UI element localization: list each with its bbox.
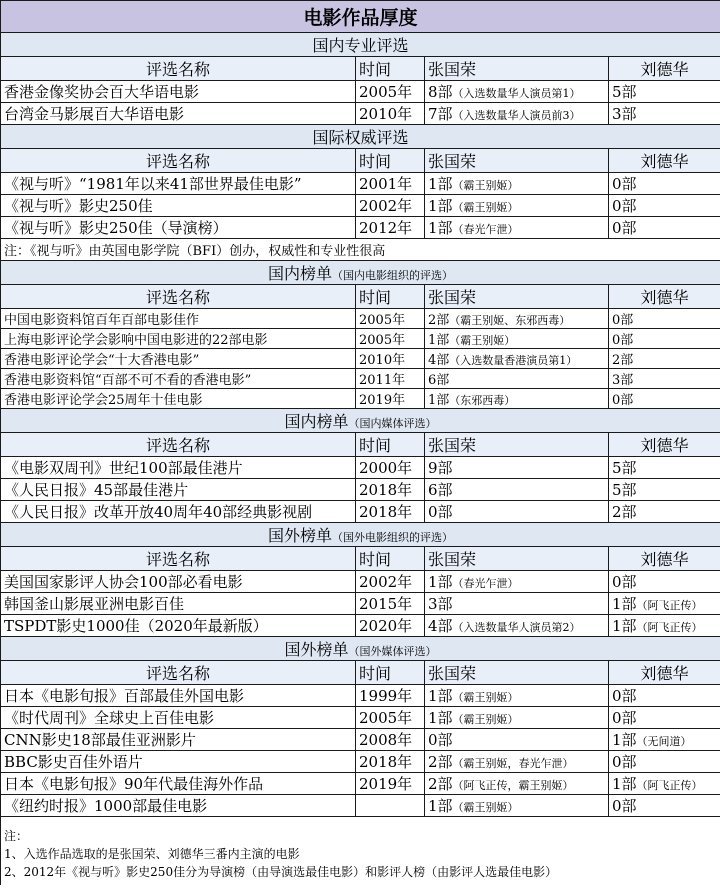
zhang-cell <box>425 329 609 349</box>
zhang-note: （霸王别姬） <box>452 201 519 214</box>
award-name: 香港金像奖协会百大华语电影 <box>1 81 356 103</box>
liu-cell <box>609 103 720 125</box>
section-heading <box>1 637 720 661</box>
zhang-note: （春光乍泄） <box>452 223 519 236</box>
zhang-cell <box>425 389 609 409</box>
zhang-count: 1部 <box>428 333 450 348</box>
award-name: BBC影史百佳外语片 <box>1 751 356 773</box>
liu-count: 0部 <box>612 797 637 815</box>
table-row <box>1 773 720 795</box>
table-row <box>1 195 720 217</box>
zhang-note: （霸王别姬） <box>452 179 519 192</box>
award-name: 日本《电影旬报》百部最佳外国电影 <box>1 685 356 707</box>
zhang-note: （霸王别姬） <box>452 801 519 814</box>
footnotes-row <box>1 817 720 885</box>
award-year: 2000年 <box>356 457 425 479</box>
zhang-count: 1部 <box>428 573 453 591</box>
zhang-cell <box>425 217 609 239</box>
section-heading <box>1 409 720 433</box>
zhang-count: 9部 <box>428 459 453 477</box>
liu-count: 0部 <box>612 573 637 591</box>
zhang-note: （霸王别姬） <box>449 334 516 347</box>
award-year: 2020年 <box>356 615 425 637</box>
zhang-cell <box>425 571 609 593</box>
zhang-cell <box>425 103 609 125</box>
section-title: 国外榜单 <box>284 640 349 659</box>
award-name: 香港电影资料馆“百部不可不看的香港电影” <box>1 369 356 389</box>
liu-cell <box>609 571 720 593</box>
column-header: 刘德华 <box>609 285 720 309</box>
column-header: 张国荣 <box>425 433 609 457</box>
section-title: 国际权威评选 <box>312 128 409 147</box>
column-header: 刘德华 <box>609 547 720 571</box>
award-year: 2008年 <box>356 729 425 751</box>
column-header: 刘德华 <box>609 433 720 457</box>
zhang-cell <box>425 729 609 751</box>
zhang-cell <box>425 751 609 773</box>
liu-cell <box>609 329 720 349</box>
column-header: 时间 <box>356 57 425 81</box>
liu-cell <box>609 217 720 239</box>
liu-cell <box>609 707 720 729</box>
award-year: 2015年 <box>356 593 425 615</box>
liu-cell <box>609 685 720 707</box>
zhang-note: （入选数量香港演员第1） <box>449 354 578 367</box>
table-row <box>1 615 720 637</box>
zhang-note: （入选数量华人演员第2） <box>452 621 581 634</box>
liu-cell <box>609 479 720 501</box>
award-year: 2010年 <box>356 103 425 125</box>
table-row <box>1 329 720 349</box>
award-name: 《电影双周刊》世纪100部最佳港片 <box>1 457 356 479</box>
liu-count: 2部 <box>612 503 637 521</box>
liu-cell <box>609 593 720 615</box>
column-header: 时间 <box>356 433 425 457</box>
award-year: 2005年 <box>356 707 425 729</box>
column-header: 评选名称 <box>1 661 356 685</box>
liu-count: 0部 <box>612 219 637 237</box>
zhang-count: 1部 <box>428 797 453 815</box>
award-year: 2018年 <box>356 479 425 501</box>
table-row <box>1 571 720 593</box>
award-year: 2010年 <box>356 349 425 369</box>
footnotes <box>1 817 720 885</box>
liu-count: 5部 <box>612 83 637 101</box>
section-title: 国外榜单 <box>268 526 333 545</box>
liu-count: 0部 <box>612 393 634 408</box>
award-year: 2002年 <box>356 195 425 217</box>
column-header: 张国荣 <box>425 57 609 81</box>
table-row <box>1 173 720 195</box>
zhang-count: 2部 <box>428 753 453 771</box>
zhang-count: 8部 <box>428 83 453 101</box>
liu-count: 0部 <box>612 333 634 348</box>
zhang-note: （阿飞正传，霸王别姬） <box>452 779 574 792</box>
liu-cell <box>609 369 720 389</box>
liu-count: 5部 <box>612 459 637 477</box>
zhang-cell <box>425 501 609 523</box>
table-row <box>1 707 720 729</box>
column-header-row <box>1 149 720 173</box>
award-year: 2019年 <box>356 389 425 409</box>
zhang-count: 6部 <box>428 373 450 388</box>
zhang-cell <box>425 479 609 501</box>
footnote-line: 2、2012年《视与听》影史250佳分为导演榜（由导演选最佳电影）和影评人榜（由影评人选最佳电影） <box>4 864 558 879</box>
table-row <box>1 309 720 329</box>
table-row <box>1 349 720 369</box>
liu-cell <box>609 389 720 409</box>
award-name: 《视与听》影史250佳 <box>1 195 356 217</box>
award-name: 日本《电影旬报》90年代最佳海外作品 <box>1 773 356 795</box>
zhang-cell <box>425 615 609 637</box>
liu-count: 0部 <box>612 687 637 705</box>
zhang-cell <box>425 195 609 217</box>
award-name: 《人民日报》改革开放40周年40部经典影视剧 <box>1 501 356 523</box>
column-header: 时间 <box>356 149 425 173</box>
liu-note: （阿飞正传） <box>636 779 703 792</box>
liu-count: 3部 <box>612 105 637 123</box>
award-name: 《时代周刊》全球史上百佳电影 <box>1 707 356 729</box>
section-subtitle: （国内电影组织的评选） <box>332 269 454 282</box>
zhang-cell <box>425 773 609 795</box>
zhang-note: （春光乍泄） <box>452 577 519 590</box>
column-header: 刘德华 <box>609 661 720 685</box>
table-row <box>1 593 720 615</box>
liu-cell <box>609 795 720 817</box>
section-subtitle: （国内媒体评选） <box>348 417 437 430</box>
award-name: 中国电影资料馆百年百部电影佳作 <box>1 309 356 329</box>
column-header: 评选名称 <box>1 433 356 457</box>
award-name: 香港电影评论学会25周年十佳电影 <box>1 389 356 409</box>
liu-cell <box>609 309 720 329</box>
zhang-count: 1部 <box>428 219 453 237</box>
section-note: 注：《视与听》由英国电影学院（BFI）创办，权威性和专业性很高 <box>1 239 720 261</box>
column-header: 评选名称 <box>1 57 356 81</box>
award-name: 香港电影评论学会“十大香港电影” <box>1 349 356 369</box>
table-row <box>1 369 720 389</box>
liu-count: 5部 <box>612 481 637 499</box>
award-name: 《人民日报》45部最佳港片 <box>1 479 356 501</box>
column-header-row <box>1 57 720 81</box>
liu-count: 1部 <box>612 595 637 613</box>
column-header-row <box>1 661 720 685</box>
table-row <box>1 729 720 751</box>
zhang-cell <box>425 457 609 479</box>
award-year: 1999年 <box>356 685 425 707</box>
column-header: 时间 <box>356 661 425 685</box>
liu-cell <box>609 173 720 195</box>
zhang-count: 1部 <box>428 175 453 193</box>
zhang-cell <box>425 349 609 369</box>
section-title: 国内专业评选 <box>312 36 409 55</box>
award-name: TSPDT影史1000佳（2020年最新版） <box>1 615 356 637</box>
zhang-count: 0部 <box>428 503 453 521</box>
liu-count: 2部 <box>612 353 634 368</box>
section-title: 国内榜单 <box>268 264 333 283</box>
award-year: 2018年 <box>356 751 425 773</box>
zhang-note: （霸王别姬） <box>452 691 519 704</box>
award-year: 2005年 <box>356 81 425 103</box>
award-name: 上海电影评论学会影响中国电影进的22部电影 <box>1 329 356 349</box>
zhang-count: 2部 <box>428 775 453 793</box>
award-name: 台湾金马影展百大华语电影 <box>1 103 356 125</box>
section-heading <box>1 125 720 149</box>
section-heading <box>1 523 720 547</box>
zhang-cell <box>425 685 609 707</box>
table-row <box>1 103 720 125</box>
liu-cell <box>609 457 720 479</box>
award-year: 2005年 <box>356 309 425 329</box>
zhang-count: 0部 <box>428 731 453 749</box>
award-year: 2005年 <box>356 329 425 349</box>
column-header: 张国荣 <box>425 285 609 309</box>
zhang-count: 1部 <box>428 709 453 727</box>
zhang-note: （霸王别姬、东邪西毒） <box>449 314 571 327</box>
column-header: 时间 <box>356 547 425 571</box>
column-header: 刘德华 <box>609 149 720 173</box>
column-header: 评选名称 <box>1 547 356 571</box>
section-heading <box>1 33 720 57</box>
zhang-count: 1部 <box>428 197 453 215</box>
liu-count: 0部 <box>612 753 637 771</box>
zhang-note: （霸王别姬，春光乍泄） <box>452 757 574 770</box>
table-row <box>1 217 720 239</box>
section-note-row <box>1 239 720 261</box>
award-name: 美国国家影评人协会100部必看电影 <box>1 571 356 593</box>
zhang-cell <box>425 173 609 195</box>
zhang-note: （霸王别姬） <box>452 713 519 726</box>
zhang-cell <box>425 309 609 329</box>
zhang-cell <box>425 707 609 729</box>
section-subtitle: （国外电影组织的评选） <box>332 531 454 544</box>
zhang-note: （东邪西毒） <box>449 394 516 407</box>
section-title: 国内榜单 <box>284 412 349 431</box>
zhang-count: 1部 <box>428 687 453 705</box>
award-name: CNN影史18部最佳亚洲影片 <box>1 729 356 751</box>
column-header: 时间 <box>356 285 425 309</box>
section-heading <box>1 261 720 285</box>
liu-count: 1部 <box>612 617 637 635</box>
award-name: 《视与听》“1981年以来41部世界最佳电影” <box>1 173 356 195</box>
award-year: 2002年 <box>356 571 425 593</box>
award-year: 2012年 <box>356 217 425 239</box>
liu-cell <box>609 773 720 795</box>
zhang-count: 2部 <box>428 313 450 328</box>
zhang-count: 4部 <box>428 353 450 368</box>
table-row <box>1 479 720 501</box>
liu-count: 0部 <box>612 709 637 727</box>
zhang-count: 7部 <box>428 105 453 123</box>
table-title: 电影作品厚度 <box>1 1 720 33</box>
footnote-line: 1、入选作品选取的是张国荣、刘德华三番内主演的电影 <box>4 846 300 861</box>
liu-cell <box>609 751 720 773</box>
zhang-note: （入选数量华人演员第1） <box>452 87 581 100</box>
table-row <box>1 751 720 773</box>
zhang-note: （入选数量华人演员前3） <box>452 109 581 122</box>
zhang-cell <box>425 593 609 615</box>
footnote-label: 注： <box>4 828 29 843</box>
table-row <box>1 457 720 479</box>
table-row <box>1 81 720 103</box>
award-name: 《纽约时报》1000部最佳电影 <box>1 795 356 817</box>
zhang-count: 4部 <box>428 617 453 635</box>
liu-count: 0部 <box>612 197 637 215</box>
liu-note: （阿飞正传） <box>636 621 703 634</box>
liu-count: 1部 <box>612 775 637 793</box>
column-header-row <box>1 285 720 309</box>
liu-cell <box>609 81 720 103</box>
zhang-count: 6部 <box>428 481 453 499</box>
award-name: 《视与听》影史250佳（导演榜） <box>1 217 356 239</box>
award-year: 2018年 <box>356 501 425 523</box>
liu-count: 0部 <box>612 313 634 328</box>
column-header: 张国荣 <box>425 547 609 571</box>
column-header-row <box>1 433 720 457</box>
table-row <box>1 795 720 817</box>
liu-count: 0部 <box>612 175 637 193</box>
zhang-count: 3部 <box>428 595 453 613</box>
column-header-row <box>1 547 720 571</box>
liu-cell <box>609 615 720 637</box>
liu-cell <box>609 501 720 523</box>
award-year: 2011年 <box>356 369 425 389</box>
award-year <box>356 795 425 817</box>
zhang-cell <box>425 369 609 389</box>
award-year: 2001年 <box>356 173 425 195</box>
award-year: 2019年 <box>356 773 425 795</box>
column-header: 张国荣 <box>425 149 609 173</box>
zhang-count: 1部 <box>428 393 450 408</box>
liu-cell <box>609 729 720 751</box>
zhang-cell <box>425 795 609 817</box>
liu-cell <box>609 349 720 369</box>
table-row <box>1 501 720 523</box>
column-header: 张国荣 <box>425 661 609 685</box>
column-header: 刘德华 <box>609 57 720 81</box>
section-subtitle: （国外媒体评选） <box>348 645 437 658</box>
table-row <box>1 685 720 707</box>
liu-cell <box>609 195 720 217</box>
column-header: 评选名称 <box>1 149 356 173</box>
column-header: 评选名称 <box>1 285 356 309</box>
zhang-cell <box>425 81 609 103</box>
liu-count: 3部 <box>612 373 634 388</box>
liu-count: 1部 <box>612 731 637 749</box>
liu-note: （无间道） <box>636 735 692 748</box>
award-name: 韩国釜山影展亚洲电影百佳 <box>1 593 356 615</box>
table-row <box>1 389 720 409</box>
liu-note: （阿飞正传） <box>636 599 703 612</box>
